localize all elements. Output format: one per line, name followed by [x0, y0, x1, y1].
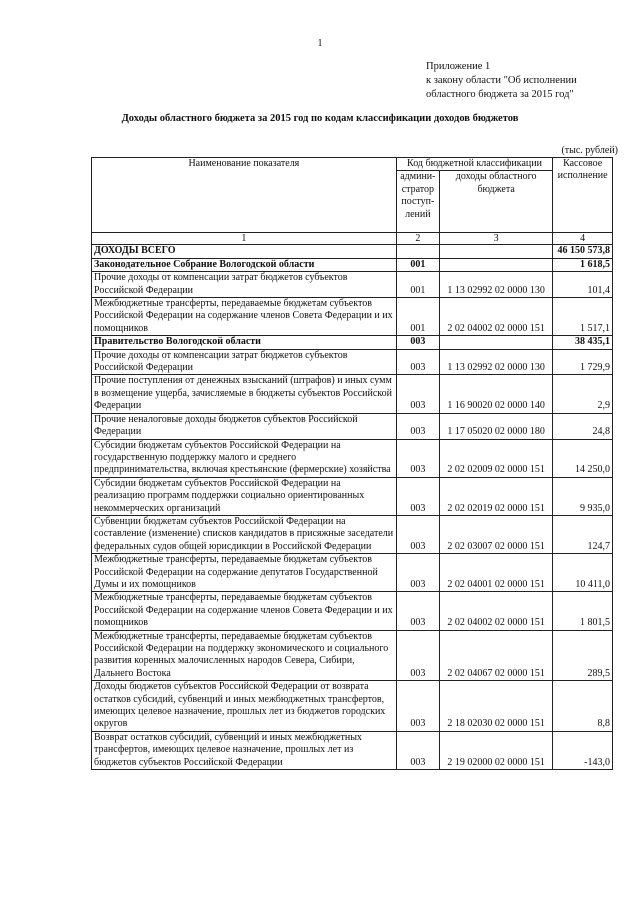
income-table: [91, 157, 613, 770]
table-row: [92, 731, 613, 769]
table-row: [92, 554, 613, 592]
table-row: [92, 592, 613, 630]
appendix-line-3: областного бюджета за 2015 год": [426, 89, 574, 100]
row-admin-code: 003: [396, 336, 439, 349]
header-cash: Кассовое исполнение: [553, 158, 613, 233]
document-title: Доходы областного бюджета за 2015 год по кодам классификации доходов бюджетов: [121, 113, 519, 124]
row-amount: 38 435,1: [553, 336, 613, 349]
table-row: [92, 477, 613, 515]
row-admin-code: 003: [396, 439, 439, 477]
appendix-line-1: Приложение 1: [426, 61, 491, 72]
header-admin: админи-стратор поступ-лений: [396, 171, 439, 233]
row-admin-code: 003: [396, 375, 439, 413]
row-amount: 101,4: [553, 272, 613, 298]
table-row: [92, 413, 613, 439]
row-income-code: [439, 336, 552, 349]
col-number: 4: [553, 233, 613, 245]
row-name: Правительство Вологодской области: [92, 336, 397, 349]
row-name: Межбюджетные трансферты, передаваемые бюджетам субъектов Российской Федерации на поддержку экономического и социального развития коренных малочисленных народов Севера, Сибири, Дальнего Востока: [92, 630, 397, 681]
row-amount: 124,7: [553, 515, 613, 553]
row-income-code: 2 18 02030 02 0000 151: [439, 681, 552, 732]
row-amount: -143,0: [553, 731, 613, 769]
row-amount: 1 729,9: [553, 349, 613, 375]
row-amount: 1 801,5: [553, 592, 613, 630]
row-name: Субсидии бюджетам субъектов Российской Федерации на государственную поддержку малого и среднего предпринимательства, включая крестьянские (фермерские) хозяйства: [92, 439, 397, 477]
row-income-code: 2 02 04001 02 0000 151: [439, 554, 552, 592]
row-admin-code: 001: [396, 272, 439, 298]
row-name: Межбюджетные трансферты, передаваемые бюджетам субъектов Российской Федерации на содержание членов Совета Федерации и их помощников: [92, 298, 397, 336]
table-row: [92, 681, 613, 732]
units-label: (тыс. рублей): [561, 145, 618, 156]
header-income: доходы областного бюджета: [439, 171, 552, 233]
row-admin-code: 003: [396, 413, 439, 439]
row-amount: 2,9: [553, 375, 613, 413]
table-row: [92, 272, 613, 298]
row-income-code: [439, 245, 552, 258]
page-number: 1: [317, 38, 323, 49]
table-row: [92, 245, 613, 258]
row-admin-code: 003: [396, 515, 439, 553]
table-row: [92, 515, 613, 553]
row-amount: 1 618,5: [553, 258, 613, 271]
row-amount: 46 150 573,8: [553, 245, 613, 258]
row-name: Доходы бюджетов субъектов Российской Федерации от возврата остатков субсидий, субвенций и иных межбюджетных трансфертов, имеющих целевое назначение, прошлых лет из бюджетов городских округов: [92, 681, 397, 732]
row-income-code: 1 13 02992 02 0000 130: [439, 349, 552, 375]
row-income-code: 2 02 02009 02 0000 151: [439, 439, 552, 477]
row-income-code: 1 16 90020 02 0000 140: [439, 375, 552, 413]
header-code-group: Код бюджетной классификации: [396, 158, 553, 171]
row-admin-code: 003: [396, 630, 439, 681]
row-income-code: 2 02 04067 02 0000 151: [439, 630, 552, 681]
row-income-code: [439, 258, 552, 271]
row-amount: 1 517,1: [553, 298, 613, 336]
table-row: [92, 298, 613, 336]
row-name: Прочие доходы от компенсации затрат бюджетов субъектов Российской Федерации: [92, 272, 397, 298]
row-admin-code: 003: [396, 731, 439, 769]
row-income-code: 2 02 02019 02 0000 151: [439, 477, 552, 515]
column-numbers-row: [92, 233, 613, 245]
row-amount: 24,8: [553, 413, 613, 439]
table-row: [92, 375, 613, 413]
row-amount: 10 411,0: [553, 554, 613, 592]
row-admin-code: 003: [396, 592, 439, 630]
table-row: [92, 439, 613, 477]
row-income-code: 1 17 05020 02 0000 180: [439, 413, 552, 439]
col-number: 2: [396, 233, 439, 245]
appendix-note: [426, 60, 577, 102]
row-admin-code: 001: [396, 258, 439, 271]
header-name: Наименование показателя: [92, 158, 397, 233]
row-name: Возврат остатков субсидий, субвенций и иных межбюджетных трансфертов, имеющих целевое назначение, прошлых лет из бюджетов субъектов Российской Федерации: [92, 731, 397, 769]
header-row: [92, 158, 613, 171]
col-number: 1: [92, 233, 397, 245]
row-admin-code: 003: [396, 554, 439, 592]
table-row: [92, 258, 613, 271]
row-name: Законодательное Собрание Вологодской области: [92, 258, 397, 271]
row-name: Прочие поступления от денежных взысканий (штрафов) и иных сумм в возмещение ущерба, зачисляемые в бюджеты субъектов Российской Федерации: [92, 375, 397, 413]
row-name: Прочие доходы от компенсации затрат бюджетов субъектов Российской Федерации: [92, 349, 397, 375]
row-income-code: 2 02 04002 02 0000 151: [439, 298, 552, 336]
row-amount: 8,8: [553, 681, 613, 732]
table-row: [92, 349, 613, 375]
row-income-code: 2 19 02000 02 0000 151: [439, 731, 552, 769]
row-admin-code: 003: [396, 681, 439, 732]
row-name: Субвенции бюджетам субъектов Российской Федерации на составление (изменение) списков кандидатов в присяжные заседатели федеральных судов общей юрисдикции в Российской Федерации: [92, 515, 397, 553]
row-name: Прочие неналоговые доходы бюджетов субъектов Российской Федерации: [92, 413, 397, 439]
row-income-code: 2 02 04002 02 0000 151: [439, 592, 552, 630]
row-admin-code: 003: [396, 477, 439, 515]
appendix-line-2: к закону области "Об исполнении: [426, 75, 577, 86]
row-admin-code: 001: [396, 298, 439, 336]
row-name: Субсидии бюджетам субъектов Российской Федерации на реализацию программ поддержки социально ориентированных некоммерческих организаций: [92, 477, 397, 515]
row-admin-code: [396, 245, 439, 258]
row-amount: 9 935,0: [553, 477, 613, 515]
table-row: [92, 336, 613, 349]
row-amount: 289,5: [553, 630, 613, 681]
table-row: [92, 630, 613, 681]
row-admin-code: 003: [396, 349, 439, 375]
col-number: 3: [439, 233, 552, 245]
row-amount: 14 250,0: [553, 439, 613, 477]
row-name: Межбюджетные трансферты, передаваемые бюджетам субъектов Российской Федерации на содержание депутатов Государственной Думы и их помощников: [92, 554, 397, 592]
row-income-code: 2 02 03007 02 0000 151: [439, 515, 552, 553]
row-income-code: 1 13 02992 02 0000 130: [439, 272, 552, 298]
row-name: ДОХОДЫ ВСЕГО: [92, 245, 397, 258]
row-name: Межбюджетные трансферты, передаваемые бюджетам субъектов Российской Федерации на содержание членов Совета Федерации и их помощников: [92, 592, 397, 630]
